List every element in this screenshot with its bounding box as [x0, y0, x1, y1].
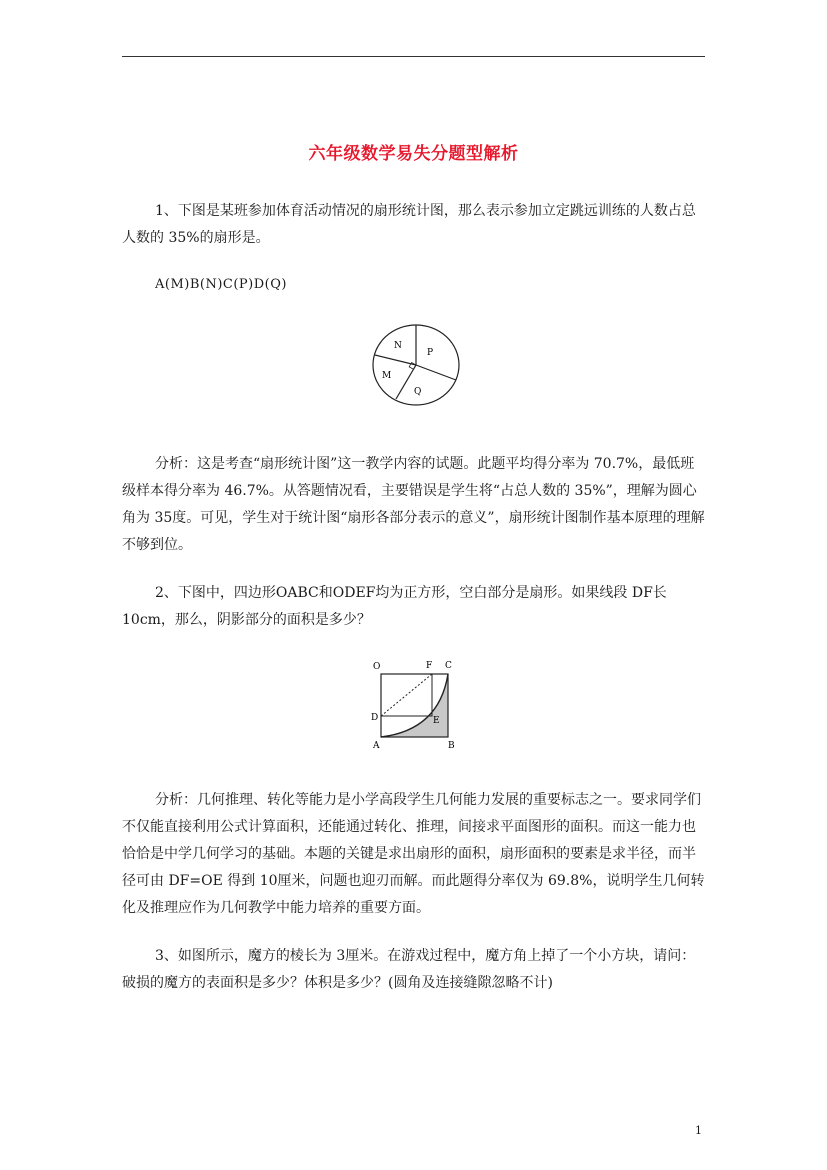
label-d: D	[371, 713, 379, 723]
pie-label-n: N	[394, 341, 402, 351]
pie-label-m: M	[382, 371, 392, 381]
question-2-analysis: 分析：几何推理、转化等能力是小学高段学生几何能力发展的重要标志之一。要求同学们不仅能直接利用公式计算面积，还能通过转化、推理，间接求平面图形的面积。而这一能力也恰恰是中学几何学习的基础。本题的关键是求出扇形的面积，扇形面积的要素是求半径，而半径可由 DF=OE 得到 10厘米，问题也迎刃而解。而此题得分率仅为 69.8%，说明学生几何转化及推理应作为几何教学中能力培养的重要方面。	[122, 792, 705, 916]
label-o: O	[373, 662, 381, 672]
label-e: E	[433, 716, 440, 726]
square-sector-figure	[368, 655, 464, 751]
label-c: C	[445, 661, 452, 671]
page-number: 1	[695, 1124, 702, 1137]
question-3-stem: 3、如图所示，魔方的棱长为 3厘米。在游戏过程中，魔方角上掉了一个小方块，请问：破损的魔方的表面积是多少？体积是多少？(圆角及连接缝隙忽略不计)	[122, 948, 696, 991]
label-a: A	[373, 741, 380, 751]
question-2-stem: 2、下图中，四边形OABC和ODEF均为正方形，空白部分是扇形。如果线段 DF长 10cm，那么，阴影部分的面积是多少？	[122, 585, 667, 628]
segment-df	[381, 674, 432, 716]
pie-label-q: Q	[414, 387, 422, 397]
question-1-analysis: 分析：这是考查“扇形统计图”这一教学内容的试题。此题平均得分率为 70.7%，最低班级样本得分率为 46.7%。从答题情况看，主要错误是学生将“占总人数的 35%”，理解为圆心角为 35度。可见，学生对于统计图“扇形各部分表示的意义”，扇形统计图制作基本原理的理解不够到位。	[122, 456, 705, 553]
pie-chart-figure	[370, 322, 462, 408]
question-1-options: A(M)B(N)C(P)D(Q)	[155, 277, 287, 292]
page-title: 六年级数学易失分题型解析	[308, 144, 519, 164]
pie-label-p: P	[427, 348, 434, 358]
label-f: F	[426, 661, 433, 671]
label-b: B	[448, 741, 455, 751]
question-1-stem: 1、下图是某班参加体育活动情况的扇形统计图，那么表示参加立定跳远训练的人数占总人数的 35%的扇形是。	[122, 203, 696, 246]
header-rule	[122, 56, 705, 57]
